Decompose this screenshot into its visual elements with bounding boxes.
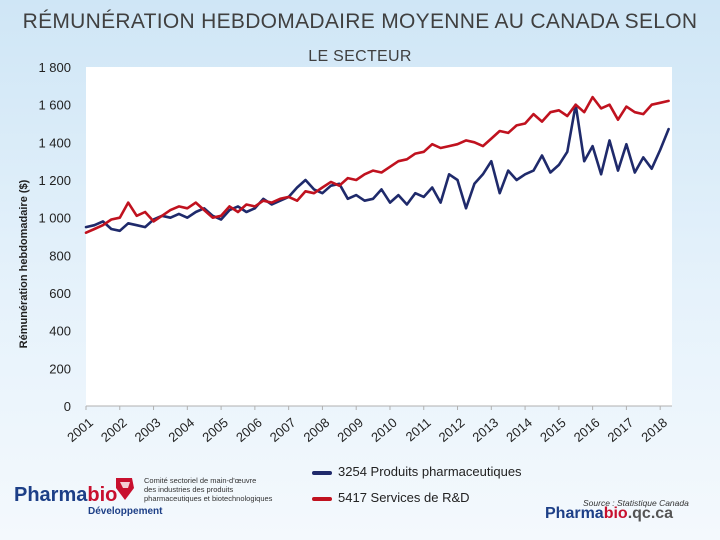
data-point bbox=[423, 196, 425, 198]
logo-name-part1: Pharma bbox=[14, 484, 88, 506]
chart-title-line1: RÉMUNÉRATION HEBDOMADAIRE MOYENNE AU CANADA SELON bbox=[22, 10, 698, 33]
data-point bbox=[127, 222, 129, 224]
data-point bbox=[440, 202, 442, 204]
data-point bbox=[110, 219, 112, 221]
data-point bbox=[246, 204, 248, 206]
data-point bbox=[626, 143, 628, 145]
logo-name bbox=[14, 484, 117, 507]
x-tick-label: 2015 bbox=[536, 414, 569, 445]
logo-mark-icon bbox=[114, 476, 136, 502]
data-point bbox=[566, 151, 568, 153]
data-point bbox=[457, 179, 459, 181]
data-point bbox=[153, 221, 155, 223]
data-point bbox=[592, 96, 594, 98]
data-point bbox=[178, 213, 180, 215]
data-point bbox=[406, 204, 408, 206]
data-point bbox=[431, 143, 433, 145]
data-point bbox=[288, 196, 290, 198]
x-tick-label: 2006 bbox=[233, 414, 265, 445]
x-tick-label: 2007 bbox=[266, 414, 299, 445]
data-point bbox=[127, 202, 129, 204]
x-tick-label: 2010 bbox=[368, 414, 400, 445]
data-point bbox=[85, 232, 87, 234]
data-point bbox=[389, 166, 391, 168]
x-tick-label: 2018 bbox=[638, 414, 671, 445]
data-point bbox=[431, 187, 433, 189]
data-point bbox=[524, 123, 526, 125]
data-point bbox=[195, 202, 197, 204]
y-tick-label: 1 600 bbox=[38, 97, 71, 113]
data-point bbox=[220, 215, 222, 217]
data-point bbox=[262, 200, 264, 202]
data-point bbox=[516, 125, 518, 127]
data-point bbox=[381, 172, 383, 174]
data-point bbox=[659, 102, 661, 104]
data-point bbox=[237, 206, 239, 208]
y-tick-label: 1 800 bbox=[38, 60, 71, 75]
data-point bbox=[102, 221, 104, 223]
data-point bbox=[566, 115, 568, 117]
data-point bbox=[161, 215, 163, 217]
data-point bbox=[414, 153, 416, 155]
x-tick-label: 2011 bbox=[402, 414, 434, 445]
data-point bbox=[170, 217, 172, 219]
data-point bbox=[220, 219, 222, 221]
data-point bbox=[541, 155, 543, 157]
data-point bbox=[186, 207, 188, 209]
data-point bbox=[305, 179, 307, 181]
data-point bbox=[550, 111, 552, 113]
data-point bbox=[659, 149, 661, 151]
website-link[interactable] bbox=[545, 505, 673, 523]
data-point bbox=[626, 106, 628, 108]
y-tick-label: 1 200 bbox=[38, 173, 71, 188]
logo-description bbox=[144, 476, 274, 503]
data-point bbox=[583, 111, 585, 113]
data-point bbox=[136, 224, 138, 226]
data-point bbox=[448, 173, 450, 175]
data-point bbox=[414, 192, 416, 194]
data-point bbox=[600, 108, 602, 110]
y-tick-label: 200 bbox=[49, 361, 71, 377]
data-point bbox=[195, 211, 197, 213]
logo-description-line: Comité sectoriel de main-d'œuvre bbox=[144, 476, 257, 485]
logo-description-line: pharmaceutiques et biotechnologiques bbox=[144, 494, 273, 503]
data-point bbox=[170, 209, 172, 211]
data-point bbox=[651, 168, 653, 170]
data-point bbox=[372, 198, 374, 200]
data-point bbox=[313, 189, 315, 191]
pharmabio-logo bbox=[14, 474, 294, 524]
data-point bbox=[634, 111, 636, 113]
x-tick-label: 2001 bbox=[64, 414, 96, 445]
site-part3: .qc.ca bbox=[627, 505, 674, 522]
data-point bbox=[617, 170, 619, 172]
data-point bbox=[457, 143, 459, 145]
data-point bbox=[279, 198, 281, 200]
x-tick-label: 2003 bbox=[131, 414, 164, 445]
data-point bbox=[575, 104, 577, 106]
data-point bbox=[347, 198, 349, 200]
data-point bbox=[186, 217, 188, 219]
logo-description-line: des industries des produits bbox=[144, 485, 234, 494]
data-point bbox=[490, 160, 492, 162]
plot-area bbox=[86, 67, 672, 406]
data-point bbox=[524, 173, 526, 175]
data-point bbox=[617, 119, 619, 121]
data-point bbox=[119, 230, 121, 232]
data-point bbox=[465, 140, 467, 142]
data-point bbox=[322, 192, 324, 194]
data-point bbox=[203, 209, 205, 211]
x-tick-label: 2016 bbox=[570, 414, 603, 445]
data-point bbox=[516, 179, 518, 181]
data-point bbox=[482, 173, 484, 175]
x-tick-label: 2014 bbox=[503, 414, 536, 445]
data-point bbox=[499, 192, 501, 194]
data-point bbox=[102, 224, 104, 226]
data-point bbox=[533, 113, 535, 115]
data-point bbox=[296, 187, 298, 189]
data-point bbox=[448, 145, 450, 147]
data-point bbox=[136, 215, 138, 217]
x-tick-label: 2002 bbox=[97, 414, 130, 445]
y-tick-label: 1 400 bbox=[38, 135, 71, 151]
data-point bbox=[558, 164, 560, 166]
data-point bbox=[330, 181, 332, 183]
data-point bbox=[474, 183, 476, 185]
data-point bbox=[355, 179, 357, 181]
data-point bbox=[406, 158, 408, 160]
legend-swatch-rd bbox=[312, 497, 332, 501]
x-tick-label: 2008 bbox=[300, 414, 333, 445]
x-tick-label: 2004 bbox=[165, 414, 198, 445]
data-point bbox=[338, 185, 340, 187]
site-part2: bio bbox=[603, 505, 628, 522]
data-point bbox=[507, 132, 509, 134]
data-point bbox=[254, 206, 256, 208]
data-point bbox=[330, 185, 332, 187]
data-point bbox=[94, 228, 96, 230]
legend-swatch-pharma bbox=[312, 471, 332, 475]
x-tick-label: 2005 bbox=[199, 414, 232, 445]
y-tick-label: 0 bbox=[63, 399, 71, 414]
data-point bbox=[490, 138, 492, 140]
legend-label-rd: 5417 Services de R&D bbox=[338, 490, 470, 505]
data-point bbox=[246, 211, 248, 213]
data-point bbox=[364, 200, 366, 202]
data-point bbox=[482, 145, 484, 147]
data-point bbox=[668, 100, 670, 102]
data-point bbox=[144, 226, 146, 228]
data-point bbox=[642, 157, 644, 159]
data-point bbox=[642, 113, 644, 115]
data-point bbox=[85, 226, 87, 228]
data-point bbox=[305, 190, 307, 192]
data-point bbox=[296, 200, 298, 202]
data-point bbox=[229, 209, 231, 211]
y-tick-label: 400 bbox=[49, 323, 71, 339]
data-point bbox=[347, 177, 349, 179]
data-point bbox=[313, 192, 315, 194]
data-point bbox=[237, 211, 239, 213]
data-point bbox=[271, 202, 273, 204]
x-tick-label: 2009 bbox=[334, 414, 367, 445]
data-point bbox=[364, 173, 366, 175]
y-tick-label: 600 bbox=[49, 286, 71, 301]
data-point bbox=[600, 173, 602, 175]
source-note: Source : Statistique Canada bbox=[583, 498, 689, 508]
x-tick-label: 2017 bbox=[604, 414, 637, 445]
data-point bbox=[609, 140, 611, 142]
chart-title-line2: LE SECTEUR bbox=[308, 48, 412, 65]
site-part1: Pharma bbox=[545, 505, 604, 522]
y-tick-label: 800 bbox=[49, 248, 71, 264]
data-point bbox=[583, 160, 585, 162]
data-point bbox=[550, 172, 552, 174]
data-point bbox=[212, 217, 214, 219]
data-point bbox=[229, 206, 231, 208]
data-point bbox=[144, 211, 146, 213]
data-point bbox=[398, 194, 400, 196]
data-point bbox=[381, 189, 383, 191]
data-point bbox=[507, 170, 509, 172]
data-point bbox=[465, 207, 467, 209]
data-point bbox=[389, 202, 391, 204]
data-point bbox=[499, 130, 501, 132]
data-point bbox=[541, 121, 543, 123]
data-point bbox=[372, 170, 374, 172]
data-point bbox=[440, 147, 442, 149]
data-point bbox=[634, 172, 636, 174]
legend-label-pharma: 3254 Produits pharmaceutiques bbox=[338, 464, 522, 479]
data-point bbox=[533, 170, 535, 172]
data-point bbox=[355, 194, 357, 196]
data-point bbox=[474, 141, 476, 143]
data-point bbox=[423, 151, 425, 153]
y-tick-label: 1 000 bbox=[38, 210, 71, 226]
data-point bbox=[609, 104, 611, 106]
logo-name-part2: bio bbox=[87, 484, 118, 506]
y-axis-label: Rémunération hebdomadaire ($) bbox=[18, 179, 30, 349]
x-tick-label: 2013 bbox=[469, 414, 502, 445]
data-point bbox=[651, 104, 653, 106]
logo-subtitle: Développement bbox=[88, 506, 163, 517]
data-point bbox=[178, 206, 180, 208]
data-point bbox=[558, 109, 560, 111]
data-point bbox=[322, 187, 324, 189]
data-point bbox=[119, 217, 121, 219]
x-tick-label: 2012 bbox=[435, 414, 468, 445]
data-point bbox=[94, 224, 96, 226]
data-point bbox=[110, 228, 112, 230]
data-point bbox=[592, 145, 594, 147]
data-point bbox=[668, 128, 670, 130]
data-point bbox=[398, 160, 400, 162]
